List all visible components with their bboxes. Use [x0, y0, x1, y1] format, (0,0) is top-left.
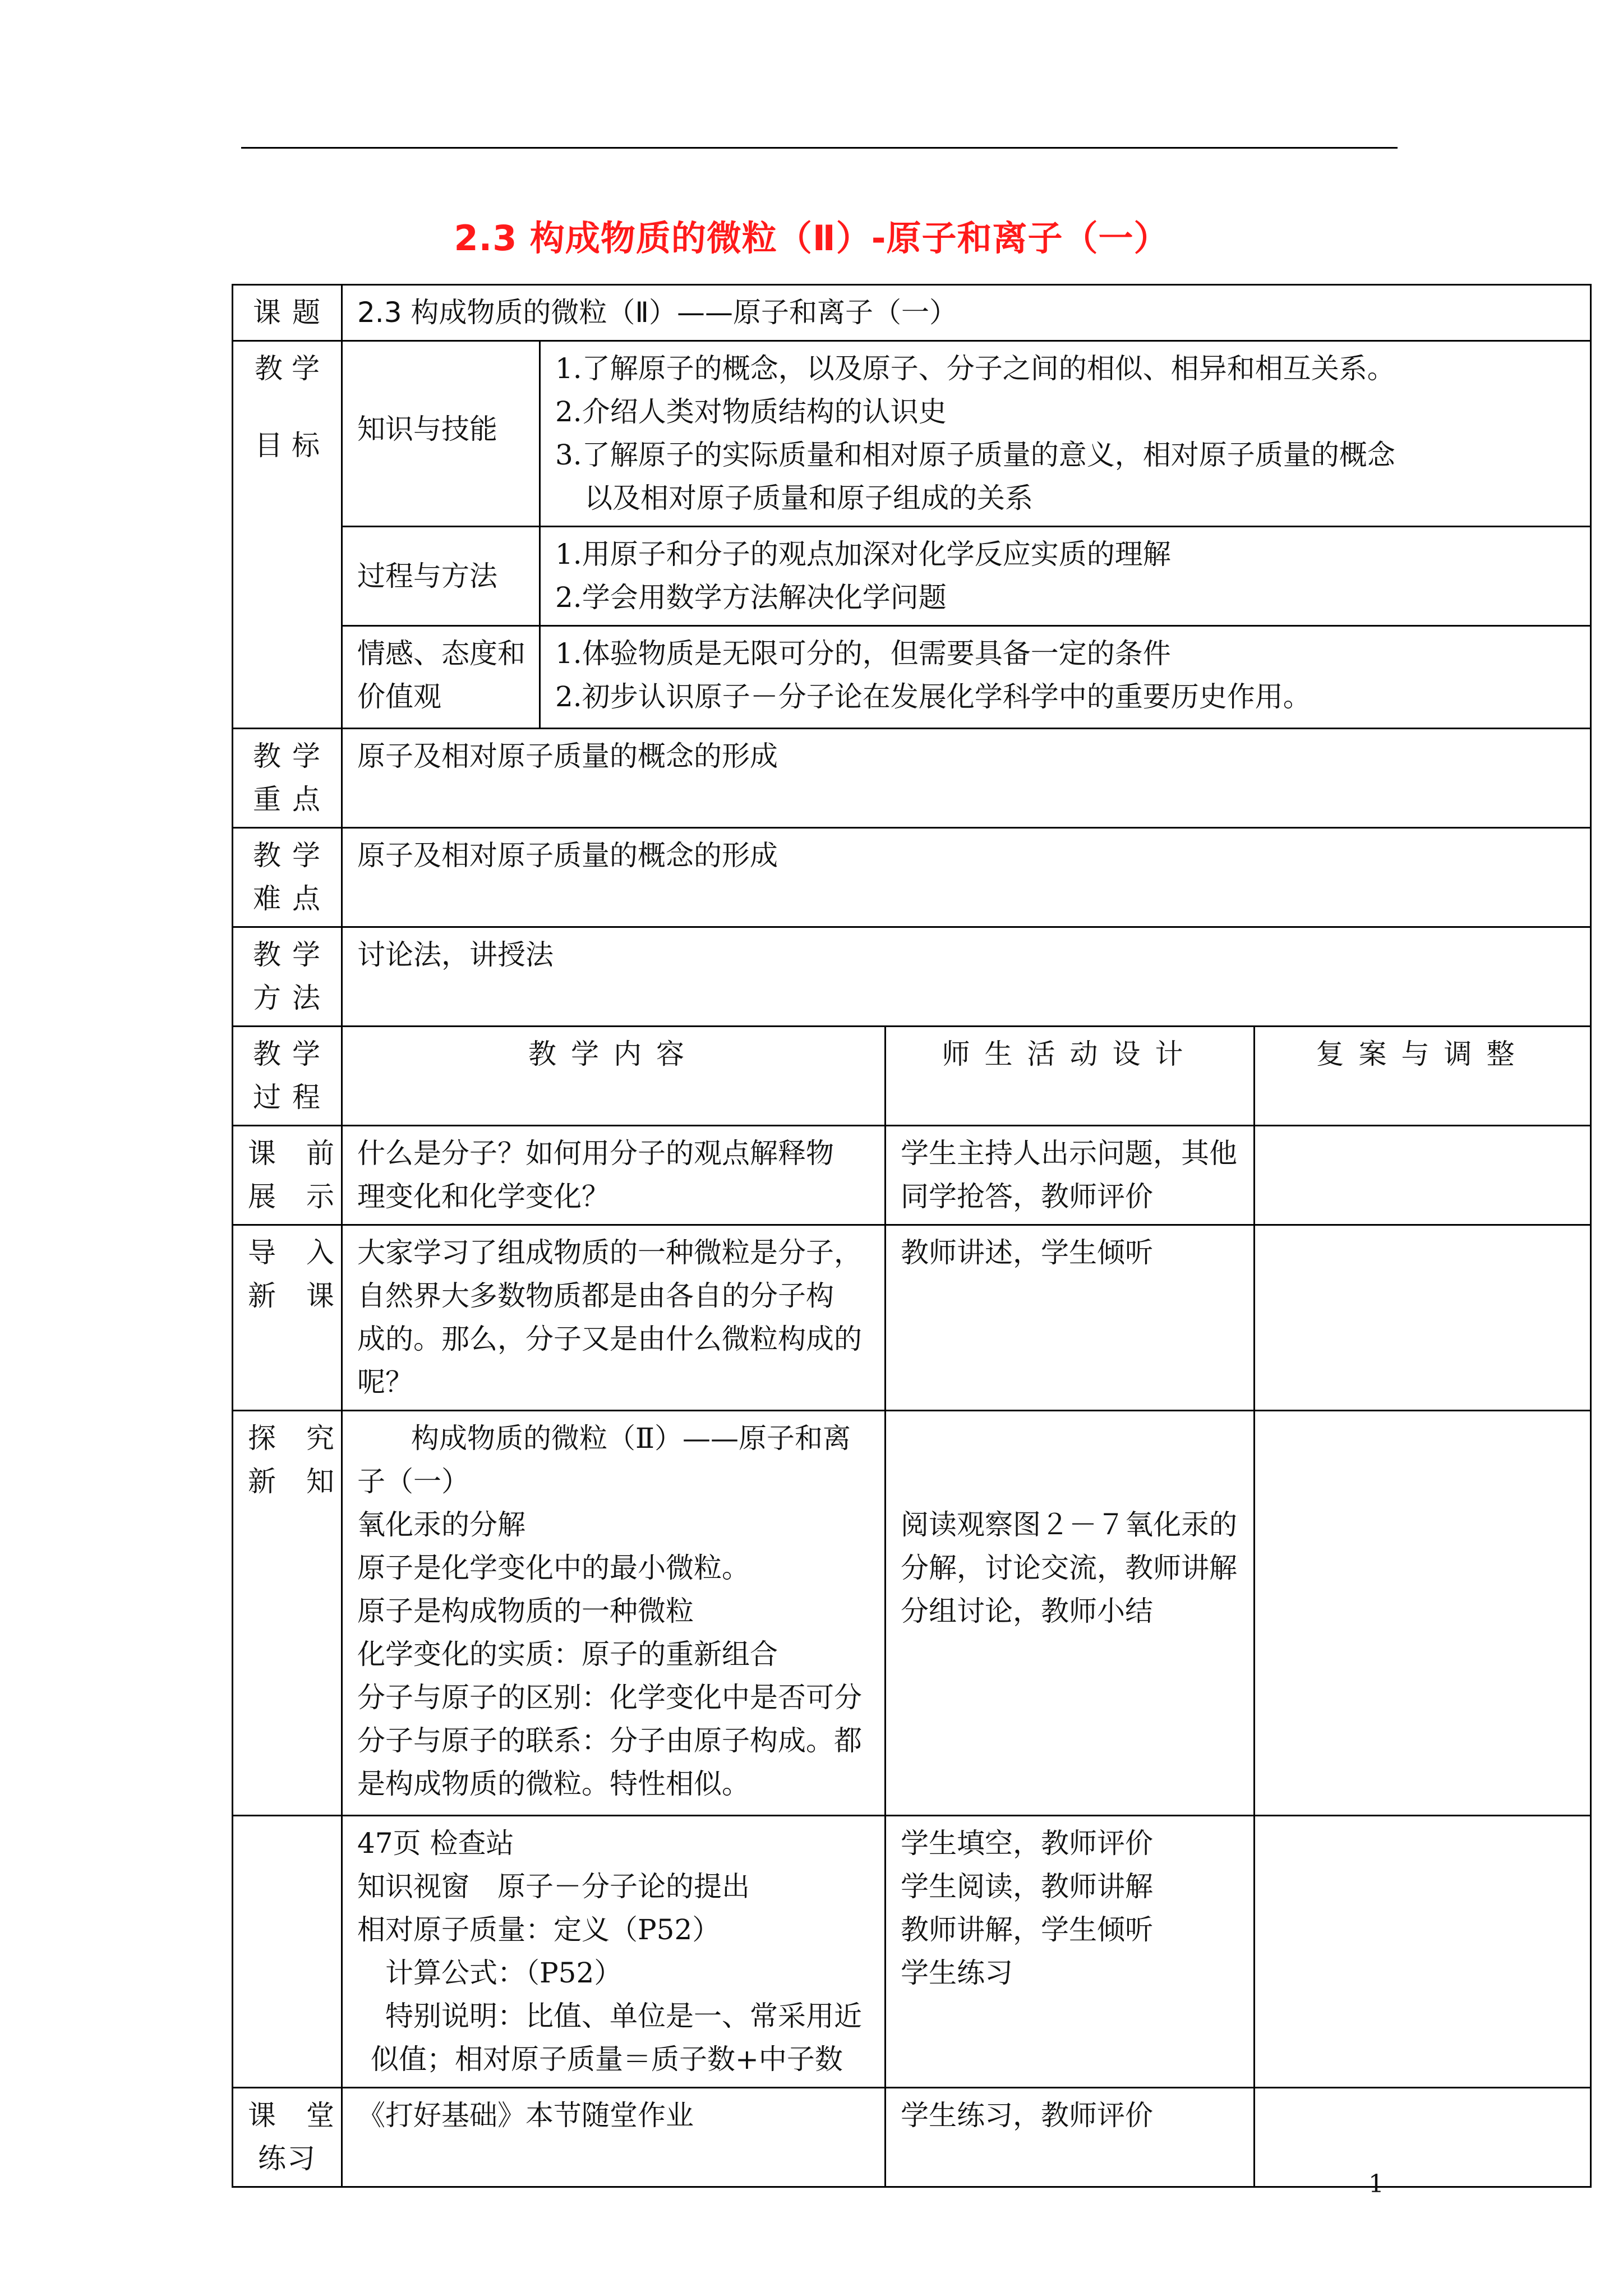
key-points-row — [233, 729, 1591, 828]
process-items: 1.用原子和分子的观点加深对化学反应实质的理解 2.学会用数学方法解决化学问题 — [540, 527, 1591, 626]
step-review — [1255, 1225, 1591, 1411]
methods-row — [233, 927, 1591, 1027]
methods-label: 教 学 方 法 — [233, 927, 342, 1027]
col-content-header: 教学内容 — [342, 1027, 886, 1126]
step-content: 什么是分子？如何用分子的观点解释物 理变化和化学变化？ — [342, 1126, 886, 1225]
step-content: 《打好基础》本节随堂作业 — [342, 2088, 886, 2187]
process-header-label: 教 学 过 程 — [233, 1027, 342, 1126]
difficulties-row — [233, 828, 1591, 927]
topic-value: 2.3 构成物质的微粒（Ⅱ）——原子和离子（一） — [342, 285, 1591, 341]
step-activity: 学生练习，教师评价 — [886, 2088, 1255, 2187]
step-review — [1255, 2088, 1591, 2187]
col-activity-header: 师生活动设计 — [886, 1027, 1255, 1126]
step-activity: 学生主持人出示问题，其他 同学抢答，教师评价 — [886, 1126, 1255, 1225]
step-row — [233, 1411, 1591, 1816]
knowledge-label: 知识与技能 — [342, 341, 540, 527]
step-label: 课 前 展 示 — [233, 1126, 342, 1225]
step-content: 大家学习了组成物质的一种微粒是分子， 自然界大多数物质都是由各自的分子构 成的。那么，分子又是由什么微粒构成的 呢？ — [342, 1225, 886, 1411]
topic-row — [233, 285, 1591, 341]
step-activity: 学生填空，教师评价 学生阅读，教师讲解 教师讲解，学生倾听 学生练习 — [886, 1816, 1255, 2088]
step-label — [233, 1816, 342, 2088]
emotion-items: 1.体验物质是无限可分的，但需要具备一定的条件 2.初步认识原子－分子论在发展化学科学中的重要历史作用。 — [540, 626, 1591, 729]
process-header-row — [233, 1027, 1591, 1126]
step-content: 构成物质的微粒（Ⅱ）——原子和离 子（一） 氧化汞的分解 原子是化学变化中的最小微粒。 原子是构成物质的一种微粒 化学变化的实质：原子的重新组合 分子与原子的区别：化学变化中是否可分 分子与原子的联系：分子由原子构成。都 是构成物质的微粒。特性相似。 — [342, 1411, 886, 1816]
emotion-label: 情感、态度和 价值观 — [342, 626, 540, 729]
objective-process-row — [233, 527, 1591, 626]
document-title: 2.3 构成物质的微粒（Ⅱ）-原子和离子（一） — [454, 218, 1169, 259]
step-review — [1255, 1126, 1591, 1225]
topic-label: 课 题 — [233, 285, 342, 341]
step-content: 47页 检查站 知识视窗 原子－分子论的提出 相对原子质量：定义（P52） 计算公式：（P52） 特别说明：比值、单位是一、常采用近 似值；相对原子质量＝质子数+中子数 — [342, 1816, 886, 2088]
methods-value: 讨论法，讲授法 — [342, 927, 1591, 1027]
step-label: 课 堂 练习 — [233, 2088, 342, 2187]
col-review-header: 复案与调整 — [1255, 1027, 1591, 1126]
step-row — [233, 1816, 1591, 2088]
difficulties-label: 教 学 难 点 — [233, 828, 342, 927]
step-review — [1255, 1411, 1591, 1816]
objective-knowledge-row — [233, 341, 1591, 527]
step-row — [233, 1225, 1591, 1411]
step-row — [233, 2088, 1591, 2187]
difficulties-value: 原子及相对原子质量的概念的形成 — [342, 828, 1591, 927]
knowledge-items: 1.了解原子的概念，以及原子、分子之间的相似、相异和相互关系。 2.介绍人类对物质结构的认识史 3.了解原子的实际质量和相对原子质量的意义，相对原子质量的概念 以及相对原子质量和原子组成的关系 — [540, 341, 1591, 527]
step-activity: 教师讲述，学生倾听 — [886, 1225, 1255, 1411]
step-review — [1255, 1816, 1591, 2088]
page-number: 1 — [1368, 2170, 1384, 2198]
objective-emotion-row — [233, 626, 1591, 729]
lesson-plan-table — [232, 284, 1592, 2188]
step-label: 导 入 新 课 — [233, 1225, 342, 1411]
objectives-label: 教 学 目 标 — [233, 341, 342, 729]
key-points-label: 教 学 重 点 — [233, 729, 342, 828]
process-label: 过程与方法 — [342, 527, 540, 626]
header-rule — [241, 147, 1398, 149]
step-row — [233, 1126, 1591, 1225]
step-label: 探 究 新 知 — [233, 1411, 342, 1816]
key-points-value: 原子及相对原子质量的概念的形成 — [342, 729, 1591, 828]
step-activity: 阅读观察图２－７氧化汞的 分解，讨论交流，教师讲解 分组讨论，教师小结 — [886, 1411, 1255, 1816]
